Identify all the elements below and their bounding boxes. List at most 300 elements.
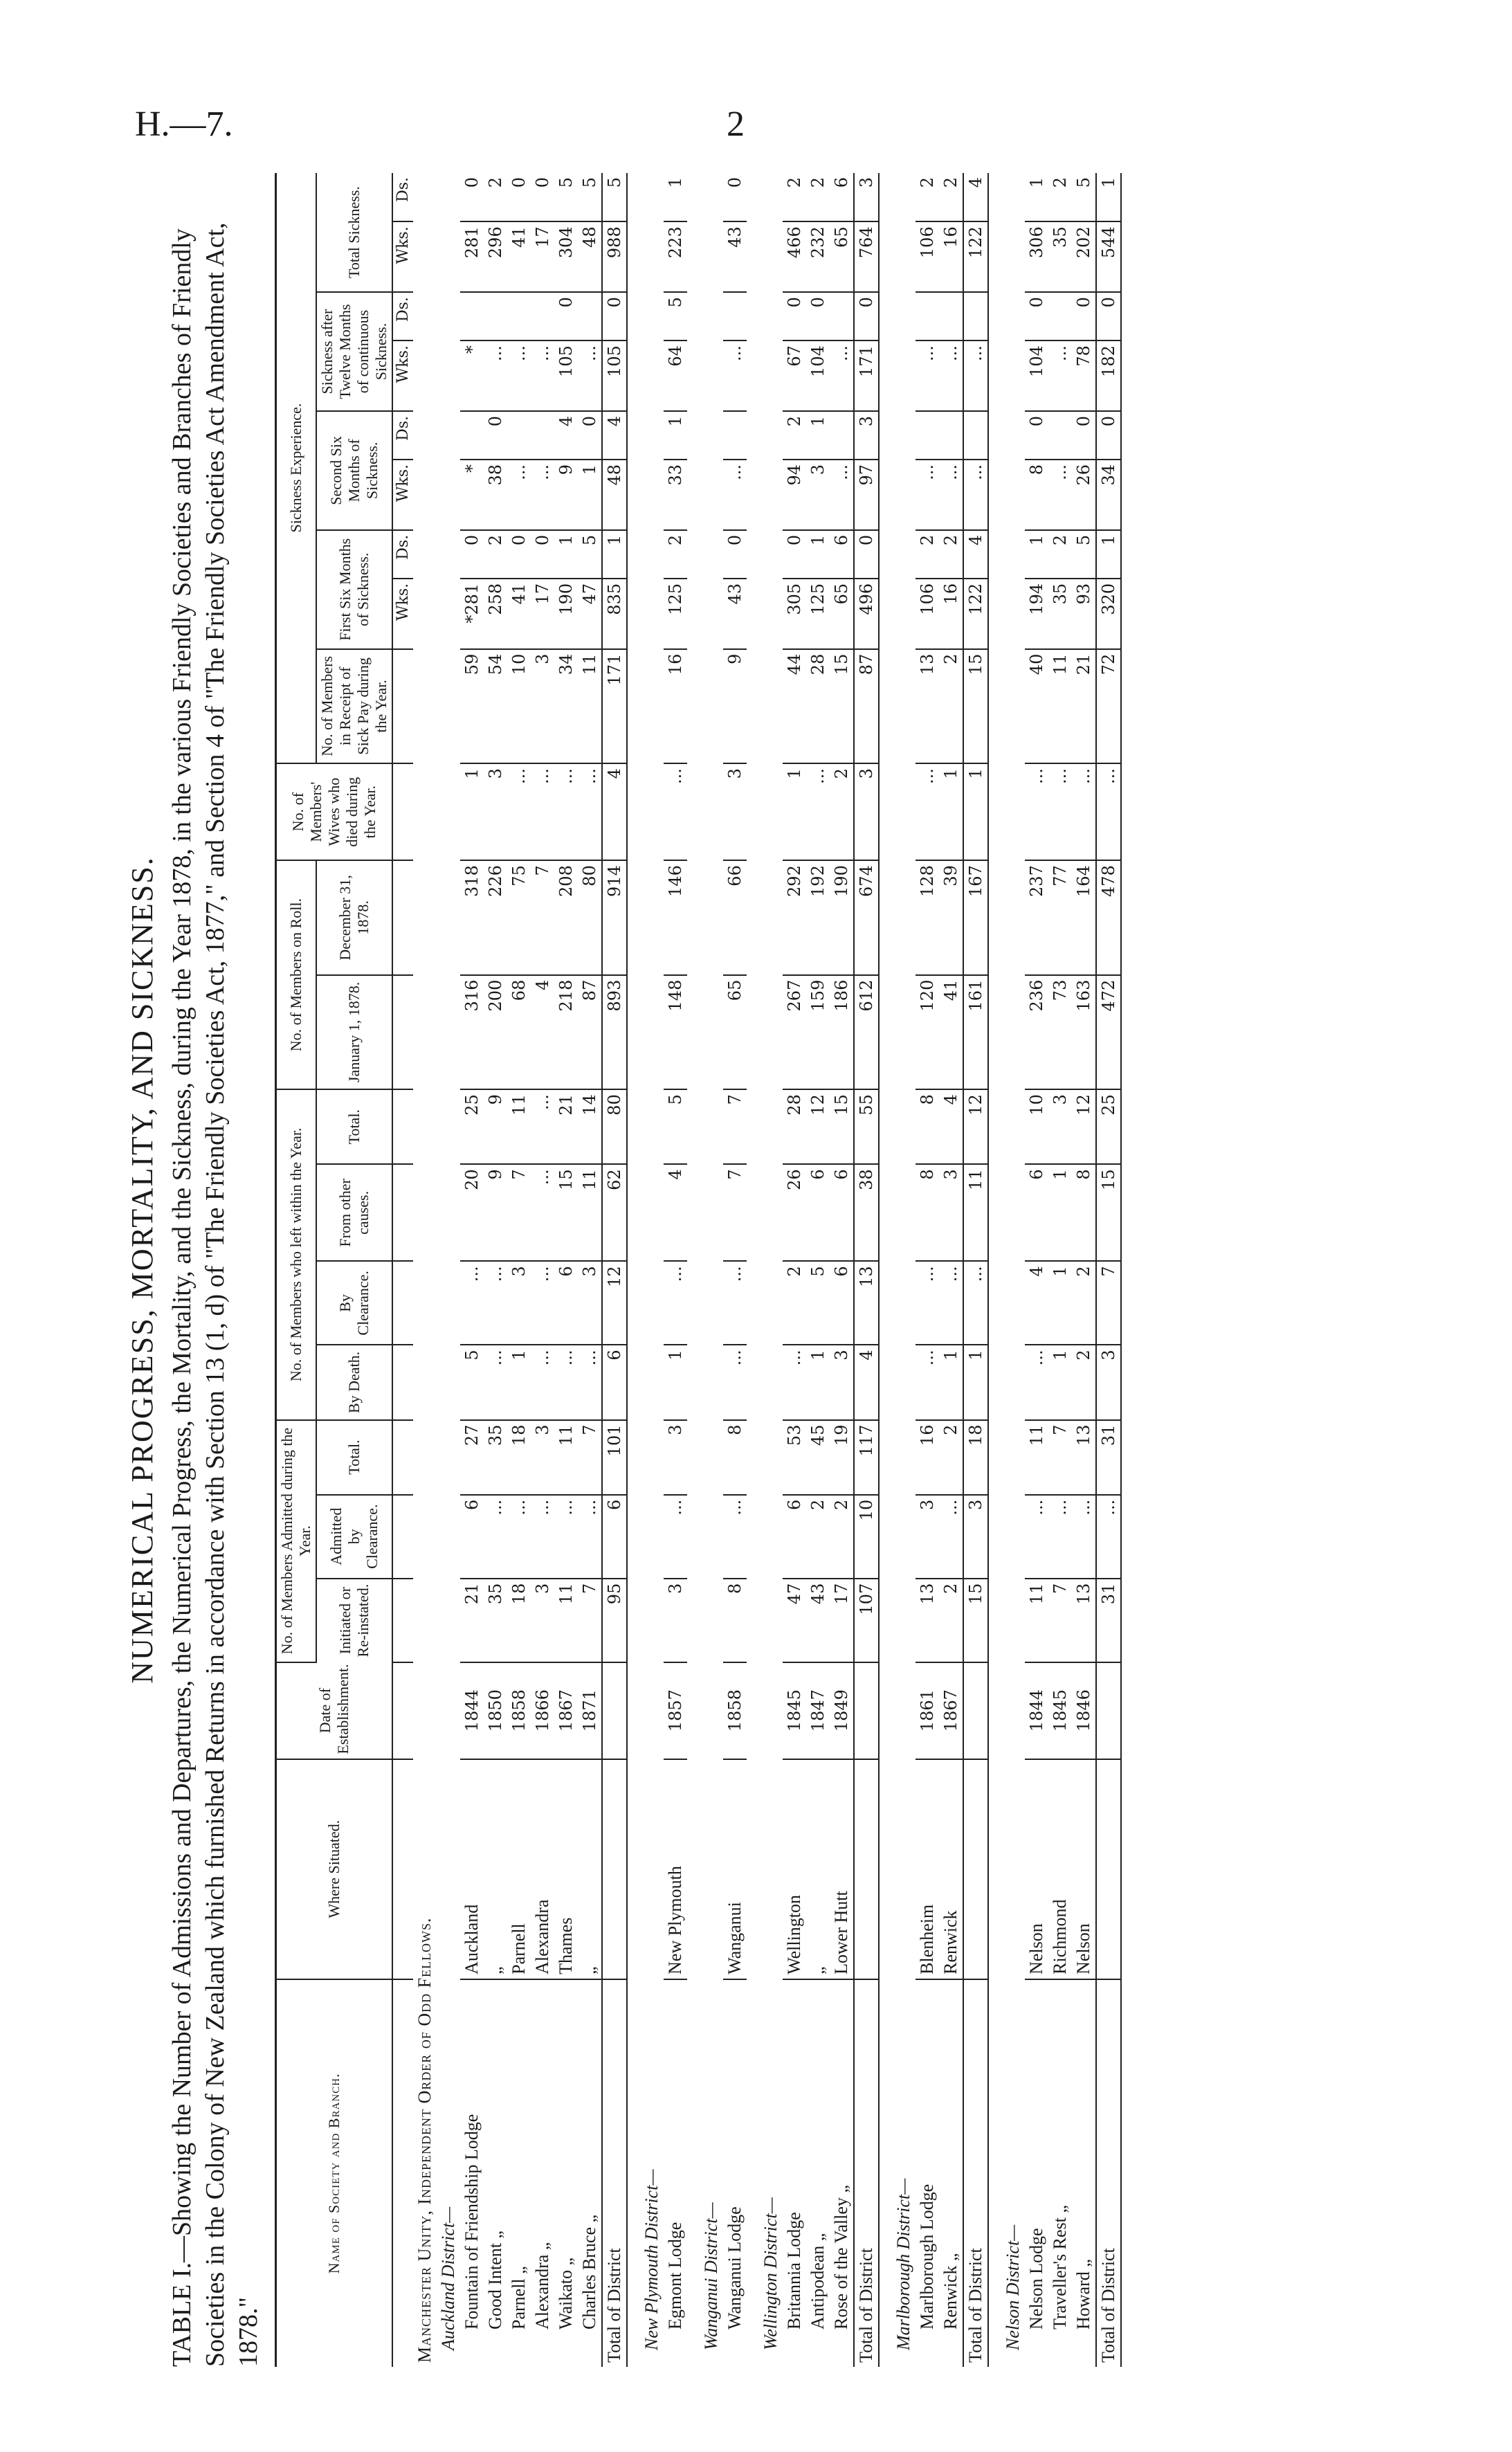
cell-t-d: 0 bbox=[723, 173, 747, 221]
cell-clr-in: ... bbox=[1025, 1495, 1048, 1579]
col-group-admitted: No. of Members Admitted during the Year. bbox=[276, 1420, 317, 1662]
spacer-cell bbox=[879, 173, 892, 2367]
cell-s-d: 0 bbox=[484, 411, 507, 460]
year-cell: 1846 bbox=[1072, 1662, 1096, 1759]
cell-clr-out: ... bbox=[531, 1261, 554, 1345]
cell-t-w: 106 bbox=[916, 221, 939, 292]
cell-jan: 186 bbox=[830, 975, 854, 1089]
table-row bbox=[939, 173, 963, 2367]
cell-f-w: 320 bbox=[1096, 579, 1121, 649]
cell-sick: 34 bbox=[554, 649, 578, 763]
cell-t-d: 2 bbox=[484, 173, 507, 221]
spacer-row bbox=[627, 173, 640, 2367]
cell-clr-in: ... bbox=[664, 1495, 687, 1579]
cell-init: 31 bbox=[1096, 1579, 1121, 1662]
table-row bbox=[830, 173, 854, 2367]
cell-tot-out: 11 bbox=[507, 1089, 531, 1164]
table-row bbox=[1025, 173, 1048, 2367]
cell-clr-out: ... bbox=[723, 1261, 747, 1345]
cell-clr-out: 6 bbox=[554, 1261, 578, 1345]
district-name: Wanganui District— bbox=[701, 2202, 721, 2350]
cell-a-w: 78 bbox=[1072, 340, 1096, 411]
cell-other: 11 bbox=[963, 1164, 988, 1261]
cell-s-d bbox=[1048, 411, 1072, 460]
cell-wives: 1 bbox=[783, 763, 806, 860]
cell-f-w: 125 bbox=[664, 579, 687, 649]
cell-sick: 16 bbox=[664, 649, 687, 763]
cell-a-d bbox=[939, 292, 963, 340]
unit-ds: Ds. bbox=[392, 173, 413, 221]
cell-clr-out: 3 bbox=[578, 1261, 602, 1345]
cell-s-w: ... bbox=[916, 460, 939, 530]
cell-dec: 208 bbox=[554, 860, 578, 975]
cell-other: 8 bbox=[916, 1164, 939, 1261]
cell-clr-in: ... bbox=[484, 1495, 507, 1579]
district-name: Wellington District— bbox=[760, 2197, 781, 2350]
district-row bbox=[759, 173, 783, 2367]
cell-s-d: 0 bbox=[1025, 411, 1048, 460]
cell-tot-in: 3 bbox=[531, 1420, 554, 1495]
cell-init: 8 bbox=[723, 1579, 747, 1662]
cell-clr-out: ... bbox=[963, 1261, 988, 1345]
cell-clr-in: 6 bbox=[602, 1495, 627, 1579]
table-row bbox=[1072, 173, 1096, 2367]
cell-tot-in: 31 bbox=[1096, 1420, 1121, 1495]
cell-init: 13 bbox=[916, 1579, 939, 1662]
cell-a-w: ... bbox=[916, 340, 939, 411]
branch-name: Wanganui Lodge bbox=[725, 2206, 745, 2330]
cell-death: 1 bbox=[939, 1345, 963, 1419]
cell-dec: 674 bbox=[854, 860, 879, 975]
total-row bbox=[1096, 173, 1121, 2367]
cell-a-w: 104 bbox=[806, 340, 830, 411]
cell-sick: 11 bbox=[578, 649, 602, 763]
cell-s-d bbox=[963, 411, 988, 460]
cell-t-d: 6 bbox=[830, 173, 854, 221]
spacer-row bbox=[879, 173, 892, 2367]
cell-init: 35 bbox=[484, 1579, 507, 1662]
col-wives: No. of Members' Wives who died during the Year. bbox=[276, 763, 393, 860]
cell-clr-in: ... bbox=[1072, 1495, 1096, 1579]
col-total-out: Total. bbox=[316, 1089, 392, 1164]
cell-a-d bbox=[723, 292, 747, 340]
cell-f-d: 0 bbox=[854, 530, 879, 579]
cell-tot-in: 18 bbox=[507, 1420, 531, 1495]
cell-jan: 316 bbox=[460, 975, 484, 1089]
cell-a-d: 0 bbox=[806, 292, 830, 340]
cell-s-w: 97 bbox=[854, 460, 879, 530]
col-second-six: Second Six Months of Sickness. bbox=[316, 411, 392, 530]
year-cell bbox=[854, 1662, 879, 1759]
cell-jan: 148 bbox=[664, 975, 687, 1089]
cell-f-w: 125 bbox=[806, 579, 830, 649]
cell-wives: ... bbox=[1048, 763, 1072, 860]
cell-a-d bbox=[531, 292, 554, 340]
cell-init: 18 bbox=[507, 1579, 531, 1662]
cell-wives: ... bbox=[531, 763, 554, 860]
cell-s-d bbox=[916, 411, 939, 460]
year-cell: 1858 bbox=[723, 1662, 747, 1759]
cell-a-d bbox=[460, 292, 484, 340]
cell-tot-in: 16 bbox=[916, 1420, 939, 1495]
col-group-left: No. of Members who left within the Year. bbox=[276, 1089, 317, 1419]
spacer-row bbox=[687, 173, 700, 2367]
cell-clr-out: 1 bbox=[1048, 1261, 1072, 1345]
cell-tot-in: 101 bbox=[602, 1420, 627, 1495]
cell-sick: 72 bbox=[1096, 649, 1121, 763]
cell-f-d: 1 bbox=[1096, 530, 1121, 579]
cell-s-d bbox=[460, 411, 484, 460]
cell-t-w: 35 bbox=[1048, 221, 1072, 292]
cell-clr-out: 3 bbox=[507, 1261, 531, 1345]
cell-wives: ... bbox=[554, 763, 578, 860]
cell-t-d: 0 bbox=[531, 173, 554, 221]
cell-clr-out: ... bbox=[916, 1261, 939, 1345]
cell-dec: 292 bbox=[783, 860, 806, 975]
table-caption: TABLE I.—Showing the Number of Admissions and Departures, the Numerical Progress, the Mortality, and the Sickness, during the Year 1878, in the various Friendly Societies and Branches of Friendly Societies in the Colony of New Zealand which furnished Returns in accordance with Section 13 (1, d) of "The Friendly Societies Act, 1877," and Section 4 of "The Friendly Societies Act Amendment Act, 1878." bbox=[167, 222, 263, 2367]
cell-death: 6 bbox=[602, 1345, 627, 1419]
branch-name: Britannia Lodge bbox=[784, 2212, 804, 2330]
cell-f-d: 2 bbox=[484, 530, 507, 579]
district-row bbox=[437, 173, 460, 2367]
cell-s-w: 1 bbox=[578, 460, 602, 530]
cell-clr-in: 3 bbox=[963, 1495, 988, 1579]
cell-init: 47 bbox=[783, 1579, 806, 1662]
cell-dec: 478 bbox=[1096, 860, 1121, 975]
cell-jan: 612 bbox=[854, 975, 879, 1089]
cell-s-d: 1 bbox=[806, 411, 830, 460]
cell-death: ... bbox=[1025, 1345, 1048, 1419]
cell-t-w: 764 bbox=[854, 221, 879, 292]
year-cell: 1858 bbox=[507, 1662, 531, 1759]
cell-t-w: 281 bbox=[460, 221, 484, 292]
year-cell: 1845 bbox=[1048, 1662, 1072, 1759]
cell-f-d: 2 bbox=[664, 530, 687, 579]
cell-clr-out: 12 bbox=[602, 1261, 627, 1345]
cell-f-w: 65 bbox=[830, 579, 854, 649]
cell-other: 1 bbox=[1048, 1164, 1072, 1261]
cell-f-w: 258 bbox=[484, 579, 507, 649]
cell-t-w: 466 bbox=[783, 221, 806, 292]
place-cell bbox=[1096, 1759, 1121, 1979]
cell-tot-out: 12 bbox=[1072, 1089, 1096, 1164]
col-first-six: First Six Months of Sickness. bbox=[316, 530, 392, 649]
cell-tot-out: 10 bbox=[1025, 1089, 1048, 1164]
cell-tot-out: 8 bbox=[916, 1089, 939, 1164]
cell-jan: 200 bbox=[484, 975, 507, 1089]
cell-t-d: 5 bbox=[1072, 173, 1096, 221]
cell-s-w: 8 bbox=[1025, 460, 1048, 530]
cell-a-w: ... bbox=[1048, 340, 1072, 411]
cell-other: 6 bbox=[806, 1164, 830, 1261]
cell-t-w: 43 bbox=[723, 221, 747, 292]
cell-clr-in: ... bbox=[554, 1495, 578, 1579]
cell-sick: 11 bbox=[1048, 649, 1072, 763]
cell-tot-in: 7 bbox=[578, 1420, 602, 1495]
cell-tot-out: 4 bbox=[939, 1089, 963, 1164]
cell-f-w: 35 bbox=[1048, 579, 1072, 649]
year-cell: 1871 bbox=[578, 1662, 602, 1759]
cell-init: 11 bbox=[1025, 1579, 1048, 1662]
year-cell: 1861 bbox=[916, 1662, 939, 1759]
place-cell: Lower Hutt bbox=[830, 1759, 854, 1979]
spacer-cell bbox=[747, 173, 759, 2367]
cell-t-d: 2 bbox=[1048, 173, 1072, 221]
cell-s-w: 26 bbox=[1072, 460, 1096, 530]
col-after-twelve: Sickness after Twelve Months of continuous Sickness. bbox=[316, 292, 392, 411]
cell-s-d: 2 bbox=[783, 411, 806, 460]
cell-tot-out: 55 bbox=[854, 1089, 879, 1164]
cell-other: 6 bbox=[1025, 1164, 1048, 1261]
cell-clr-in: ... bbox=[1048, 1495, 1072, 1579]
cell-death: 2 bbox=[1072, 1345, 1096, 1419]
cell-f-w: 835 bbox=[602, 579, 627, 649]
table-row bbox=[664, 173, 687, 2367]
cell-death: ... bbox=[783, 1345, 806, 1419]
cell-clr-out: 4 bbox=[1025, 1261, 1048, 1345]
cell-f-w: 47 bbox=[578, 579, 602, 649]
cell-a-w: 182 bbox=[1096, 340, 1121, 411]
cell-s-w: ... bbox=[1048, 460, 1072, 530]
cell-s-w: 3 bbox=[806, 460, 830, 530]
cell-a-w: ... bbox=[963, 340, 988, 411]
cell-death: ... bbox=[531, 1345, 554, 1419]
cell-tot-out: 25 bbox=[1096, 1089, 1121, 1164]
cell-clr-out: ... bbox=[460, 1261, 484, 1345]
cell-tot-out: 5 bbox=[664, 1089, 687, 1164]
cell-init: 3 bbox=[531, 1579, 554, 1662]
cell-wives: ... bbox=[916, 763, 939, 860]
cell-s-d bbox=[939, 411, 963, 460]
cell-f-w: 93 bbox=[1072, 579, 1096, 649]
cell-wives: 1 bbox=[963, 763, 988, 860]
cell-clr-in: ... bbox=[723, 1495, 747, 1579]
cell-tot-out: ... bbox=[531, 1089, 554, 1164]
cell-a-w: ... bbox=[484, 340, 507, 411]
cell-other: 20 bbox=[460, 1164, 484, 1261]
cell-jan: 163 bbox=[1072, 975, 1096, 1089]
table-row bbox=[783, 173, 806, 2367]
year-cell: 1867 bbox=[554, 1662, 578, 1759]
cell-t-d: 5 bbox=[554, 173, 578, 221]
cell-t-w: 544 bbox=[1096, 221, 1121, 292]
cell-init: 7 bbox=[1048, 1579, 1072, 1662]
cell-other: 62 bbox=[602, 1164, 627, 1261]
place-cell bbox=[602, 1759, 627, 1979]
cell-f-d: 6 bbox=[830, 530, 854, 579]
place-cell: Renwick bbox=[939, 1759, 963, 1979]
cell-tot-out: 80 bbox=[602, 1089, 627, 1164]
cell-sick: 44 bbox=[783, 649, 806, 763]
cell-a-w: 64 bbox=[664, 340, 687, 411]
cell-sick: 15 bbox=[963, 649, 988, 763]
cell-tot-in: 19 bbox=[830, 1420, 854, 1495]
cell-wives: 2 bbox=[830, 763, 854, 860]
cell-f-d: 1 bbox=[554, 530, 578, 579]
cell-f-d: 4 bbox=[963, 530, 988, 579]
cell-death: 3 bbox=[1096, 1345, 1121, 1419]
cell-jan: 87 bbox=[578, 975, 602, 1089]
cell-f-w: 122 bbox=[963, 579, 988, 649]
cell-t-w: 41 bbox=[507, 221, 531, 292]
total-label: Total of District bbox=[854, 1979, 879, 2367]
cell-tot-out: 9 bbox=[484, 1089, 507, 1164]
table-row bbox=[723, 173, 747, 2367]
unit-row bbox=[392, 173, 413, 2367]
cell-clr-out: 7 bbox=[1096, 1261, 1121, 1345]
cell-t-d: 0 bbox=[460, 173, 484, 221]
col-situated: Where Situated. bbox=[276, 1759, 393, 1979]
district-row bbox=[700, 173, 723, 2367]
cell-init: 7 bbox=[578, 1579, 602, 1662]
cell-f-d: 5 bbox=[578, 530, 602, 579]
cell-f-d: 1 bbox=[1025, 530, 1048, 579]
unit-wks: Wks. bbox=[392, 340, 413, 411]
cell-other: 7 bbox=[723, 1164, 747, 1261]
place-cell: Nelson bbox=[1025, 1759, 1048, 1979]
cell-s-w: 34 bbox=[1096, 460, 1121, 530]
total-row bbox=[602, 173, 627, 2367]
cell-jan: 73 bbox=[1048, 975, 1072, 1089]
cell-t-d: 0 bbox=[507, 173, 531, 221]
year-cell: 1867 bbox=[939, 1662, 963, 1759]
cell-s-w: ... bbox=[939, 460, 963, 530]
cell-dec: 7 bbox=[531, 860, 554, 975]
cell-t-w: 48 bbox=[578, 221, 602, 292]
cell-death: ... bbox=[484, 1345, 507, 1419]
cell-a-w: 67 bbox=[783, 340, 806, 411]
cell-dec: 190 bbox=[830, 860, 854, 975]
table-row bbox=[484, 173, 507, 2367]
place-cell: Wanganui bbox=[723, 1759, 747, 1979]
cell-clr-in: 10 bbox=[854, 1495, 879, 1579]
cell-sick: 10 bbox=[507, 649, 531, 763]
cell-sick: 3 bbox=[531, 649, 554, 763]
cell-a-d: 0 bbox=[554, 292, 578, 340]
place-cell bbox=[963, 1759, 988, 1979]
cell-tot-in: 53 bbox=[783, 1420, 806, 1495]
spacer-row bbox=[1121, 173, 1134, 2367]
cell-t-w: 16 bbox=[939, 221, 963, 292]
cell-f-d: 2 bbox=[1048, 530, 1072, 579]
district-row bbox=[1001, 173, 1025, 2367]
cell-wives: ... bbox=[1025, 763, 1048, 860]
cell-s-d: 3 bbox=[854, 411, 879, 460]
cell-death: 1 bbox=[507, 1345, 531, 1419]
cell-a-w: 171 bbox=[854, 340, 879, 411]
place-cell: „ bbox=[806, 1759, 830, 1979]
cell-other: 38 bbox=[854, 1164, 879, 1261]
cell-f-w: *281 bbox=[460, 579, 484, 649]
place-cell: Blenheim bbox=[916, 1759, 939, 1979]
cell-s-d: 4 bbox=[602, 411, 627, 460]
cell-tot-in: 11 bbox=[1025, 1420, 1048, 1495]
cell-tot-out: 12 bbox=[963, 1089, 988, 1164]
district-row bbox=[640, 173, 664, 2367]
year-cell: 1845 bbox=[783, 1662, 806, 1759]
cell-clr-in: ... bbox=[507, 1495, 531, 1579]
col-death: By Death. bbox=[316, 1345, 392, 1419]
year-cell: 1849 bbox=[830, 1662, 854, 1759]
year-cell: 1844 bbox=[460, 1662, 484, 1759]
cell-a-w: ... bbox=[723, 340, 747, 411]
place-cell: „ bbox=[578, 1759, 602, 1979]
cell-other: 9 bbox=[484, 1164, 507, 1261]
col-name: Name of Society and Branch. bbox=[276, 1979, 393, 2367]
cell-t-d: 5 bbox=[602, 173, 627, 221]
unit-wks: Wks. bbox=[392, 460, 413, 530]
cell-death: ... bbox=[723, 1345, 747, 1419]
cell-wives: 3 bbox=[484, 763, 507, 860]
cell-dec: 167 bbox=[963, 860, 988, 975]
cell-s-w: 94 bbox=[783, 460, 806, 530]
place-cell: „ bbox=[484, 1759, 507, 1979]
cell-sick: 28 bbox=[806, 649, 830, 763]
cell-t-d: 2 bbox=[806, 173, 830, 221]
cell-dec: 66 bbox=[723, 860, 747, 975]
year-cell bbox=[602, 1662, 627, 1759]
cell-init: 21 bbox=[460, 1579, 484, 1662]
society-row bbox=[413, 173, 437, 2367]
cell-f-d: 1 bbox=[806, 530, 830, 579]
cell-init: 2 bbox=[939, 1579, 963, 1662]
cell-jan: 41 bbox=[939, 975, 963, 1089]
table-row bbox=[916, 173, 939, 2367]
year-cell: 1844 bbox=[1025, 1662, 1048, 1759]
cell-death: 5 bbox=[460, 1345, 484, 1419]
cell-tot-in: 8 bbox=[723, 1420, 747, 1495]
cell-wives: ... bbox=[1072, 763, 1096, 860]
spacer-cell bbox=[687, 173, 700, 2367]
cell-wives: ... bbox=[664, 763, 687, 860]
cell-tot-in: 7 bbox=[1048, 1420, 1072, 1495]
cell-f-d: 0 bbox=[783, 530, 806, 579]
cell-tot-in: 117 bbox=[854, 1420, 879, 1495]
branch-name: Traveller's Rest „ bbox=[1050, 2205, 1070, 2330]
cell-s-w: ... bbox=[507, 460, 531, 530]
cell-a-d: 0 bbox=[1025, 292, 1048, 340]
cell-sick: 21 bbox=[1072, 649, 1096, 763]
col-established: Date of Establishment. bbox=[276, 1662, 393, 1759]
page-reference: H.—7. bbox=[135, 105, 233, 144]
cell-clr-in: 3 bbox=[916, 1495, 939, 1579]
cell-clr-in: ... bbox=[531, 1495, 554, 1579]
cell-sick: 2 bbox=[939, 649, 963, 763]
cell-dec: 237 bbox=[1025, 860, 1048, 975]
cell-wives: 3 bbox=[854, 763, 879, 860]
spacer-cell bbox=[1121, 173, 1134, 2367]
cell-t-w: 122 bbox=[963, 221, 988, 292]
cell-tot-in: 13 bbox=[1072, 1420, 1096, 1495]
cell-a-w: ... bbox=[830, 340, 854, 411]
year-cell bbox=[963, 1662, 988, 1759]
cell-a-w: ... bbox=[578, 340, 602, 411]
cell-s-d bbox=[531, 411, 554, 460]
cell-other: 6 bbox=[830, 1164, 854, 1261]
cell-tot-in: 27 bbox=[460, 1420, 484, 1495]
cell-death: ... bbox=[578, 1345, 602, 1419]
branch-name: Egmont Lodge bbox=[665, 2222, 685, 2330]
cell-dec: 128 bbox=[916, 860, 939, 975]
cell-sick: 59 bbox=[460, 649, 484, 763]
cell-dec: 146 bbox=[664, 860, 687, 975]
cell-s-d: 0 bbox=[1096, 411, 1121, 460]
cell-jan: 159 bbox=[806, 975, 830, 1089]
year-cell: 1850 bbox=[484, 1662, 507, 1759]
cell-s-w: 33 bbox=[664, 460, 687, 530]
cell-other: 11 bbox=[578, 1164, 602, 1261]
cell-death: 1 bbox=[664, 1345, 687, 1419]
